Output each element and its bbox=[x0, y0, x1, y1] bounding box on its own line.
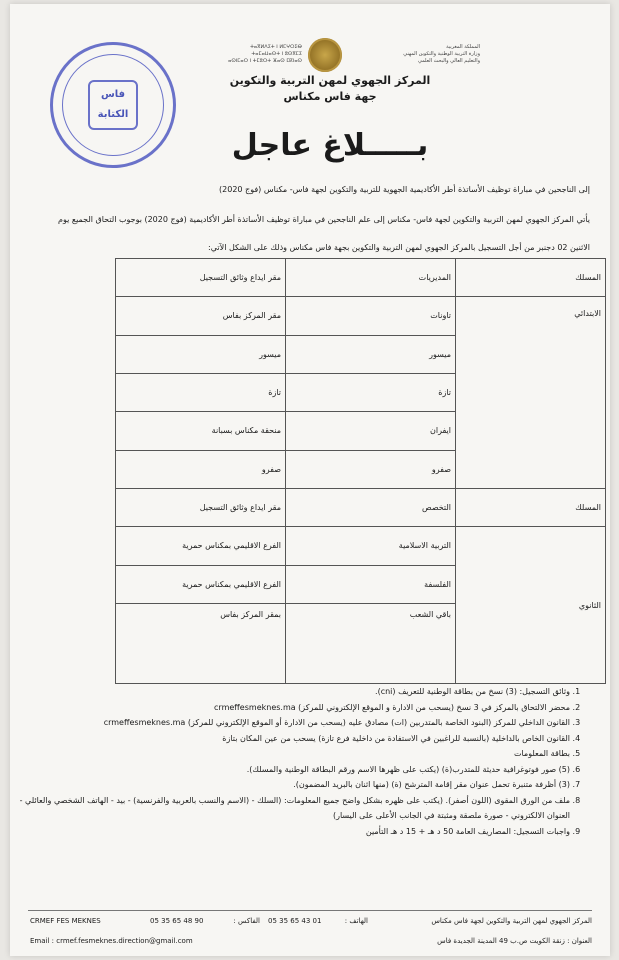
table-row bbox=[56, 297, 606, 335]
header-tifinagh-block bbox=[190, 44, 302, 65]
header-tifinagh-line: ⵜⴰⵎⴰⵡⴰⵙⵜ ⵏ ⵓⵙⴳⵎⵉ bbox=[251, 51, 302, 57]
footer-org-latin: CRMEF FES MEKNES bbox=[30, 917, 101, 925]
footer-address: العنوان : زنقة الكويت ص.ب 49 المدينة الجديدة فاس bbox=[437, 937, 592, 945]
footer-email[interactable]: Email : crmef.fesmeknes.direction@gmail.com bbox=[30, 937, 193, 945]
table-cell: تاونات bbox=[286, 297, 456, 335]
intro-line-3: الاثنين 02 دجنبر من أجل التسجيل بالمركز الجهوي لمهن التربية والتكوين بجهة فاس مكناس وذلك على الشكل الآتي: bbox=[208, 243, 590, 252]
header-ministry-line: والتعليم العالي والبحث العلمي bbox=[417, 58, 480, 64]
table-cell: مقر ايداع وثائق التسجيل bbox=[116, 259, 286, 297]
cycle-cell: الثانوي bbox=[456, 527, 606, 684]
table-cell: مقر المركز بفاس bbox=[116, 297, 286, 335]
list-item: 8. ملف من الورق المقوى (اللون أصفر). (يكتب على ظهره بشكل واضح جميع المعلومات: (السلك - (الاسم والنسب بالعربية والفرنسية) - بيد - الهاتف الشخصي والعائلي - العنوان الالكتروني - صورة ملصقة ومثبتة في الجانب الأعلى على اليسار) bbox=[0, 793, 570, 824]
table-cell: ميسور bbox=[116, 335, 286, 373]
table-cell: التخصص bbox=[286, 488, 456, 526]
seal-text: فاس الكتابة bbox=[88, 80, 138, 130]
list-item: 7. (3) أظرفة متنبرة تحمل عنوان مقر إقامة المترشح (ة) (منها اثنان بالبريد المضمون). bbox=[0, 777, 570, 793]
table-row bbox=[56, 527, 606, 565]
header-tifinagh-line: ⴰⵙⵏⵎⴰⵔ ⵏ ⵜⵎⵓⵔⵜ ⴼⴰⵙ ⵎⴽⵏⴰⵙ bbox=[228, 58, 302, 64]
header-ministry-line: المملكة المغربية bbox=[446, 44, 480, 50]
table-cell: تازة bbox=[116, 373, 286, 411]
intro-line-2: يأتي المركز الجهوي لمهن التربية والتكوين لجهة فاس- مكناس إلى علم الناجحين في مباراة توظيف الأساتذة أطر الأكاديمية (فوج 2020) بوجوب التحاق الجميع يوم bbox=[58, 215, 590, 224]
header-tifinagh-line: ⵜⴰⴳⵍⴷⵉⵜ ⵏ ⵍⵎⵖⵔⵉⴱ bbox=[250, 44, 302, 50]
table-cell: تازة bbox=[286, 373, 456, 411]
footer-phone-number: 05 35 65 43 01 bbox=[268, 917, 322, 925]
table-cell: ميسور bbox=[286, 335, 456, 373]
official-seal bbox=[50, 42, 176, 168]
footer-org-arabic: المركز الجهوي لمهن التربية والتكوين لجهة فاس مكناس bbox=[431, 917, 592, 925]
footer-divider bbox=[28, 910, 592, 911]
list-item: 2. محضر الالتحاق بالمركز في 3 نسخ (يسحب من الادارة و الموقع الإلكتروني للمركز) crmeffesmeknes.ma bbox=[0, 700, 570, 716]
table-cell: التربية الاسلامية bbox=[286, 527, 456, 565]
list-item: 9. واجبات التسجيل: المصاريف العامة 50 د هـ + 15 د هـ التأمين bbox=[0, 824, 570, 840]
table-cell: صفرو bbox=[116, 450, 286, 488]
header-ministry-block bbox=[370, 44, 480, 65]
footer-phone-label: الهاتف : bbox=[344, 917, 368, 925]
list-item: 4. القانون الخاص بالداخلية (بالنسبة للراغبين في الاستفادة من داخلية فرع تازة) يسحب من عين المكان بتازة bbox=[0, 731, 570, 747]
cycle-cell: الابتدائي bbox=[456, 297, 606, 489]
table-row bbox=[56, 488, 606, 526]
table-cell: بمقر المركز بفاس bbox=[116, 604, 286, 684]
documents-list bbox=[0, 684, 592, 839]
document-page bbox=[10, 4, 610, 956]
table-cell: الفرع الاقليمي بمكناس حمرية bbox=[116, 527, 286, 565]
list-item: 1. وثائق التسجيل: (3) نسخ من بطاقة الوطنية للتعريف (cni). bbox=[0, 684, 570, 700]
list-item: 3. القانون الداخلي للمركز (البنود الخاصة بالمتدربين (ات) مصادق عليه (يسحب من الادارة أو الموقع الإلكتروني للمركز) crmeffesmeknes.ma bbox=[0, 715, 570, 731]
header-ministry-line: وزارة التربية الوطنية والتكوين المهني bbox=[403, 51, 480, 57]
table-cell: المسلك bbox=[456, 259, 606, 297]
table-cell: باقي الشعب bbox=[286, 604, 456, 684]
registration-table bbox=[56, 258, 606, 684]
table-cell: المسلك bbox=[456, 488, 606, 526]
table-cell: ايفران bbox=[286, 412, 456, 450]
footer-fax-label: الفاكس : bbox=[233, 917, 260, 925]
table-cell: المديريات bbox=[286, 259, 456, 297]
center-name: المركز الجهوي لمهن التربية والتكوين bbox=[229, 74, 431, 87]
table-cell: الفلسفة bbox=[286, 565, 456, 603]
list-item: 6. (5) صور فوتوغرافية حديثة للمتدرب(ة) (يكتب على ظهرها الاسم ورقم البطاقة الوطنية والمسلك). bbox=[0, 762, 570, 778]
page-title: بـــــلاغ عاجل bbox=[231, 128, 429, 163]
table-cell: مقر ايداع وثائق التسجيل bbox=[116, 488, 286, 526]
footer-fax-number: 05 35 65 48 90 bbox=[150, 917, 204, 925]
table-cell: صفرو bbox=[286, 450, 456, 488]
documents-label: وثائق التسجيل: bbox=[519, 687, 570, 696]
region-name: جهة فاس مكناس bbox=[283, 90, 377, 103]
list-item: 5. بطاقة المعلومات bbox=[0, 746, 570, 762]
table-cell: منحقة مكناس بسبانة bbox=[116, 412, 286, 450]
table-cell: الفرع الاقليمي بمكناس حمرية bbox=[116, 565, 286, 603]
intro-line-1: إلى الناجحين في مباراة توظيف الأساتذة أطر الأكاديمية الجهوية للتربية والتكوين لجهة فاس- مكناس (فوج 2020) bbox=[219, 185, 590, 194]
table-row bbox=[56, 259, 606, 297]
kingdom-emblem bbox=[308, 38, 342, 72]
